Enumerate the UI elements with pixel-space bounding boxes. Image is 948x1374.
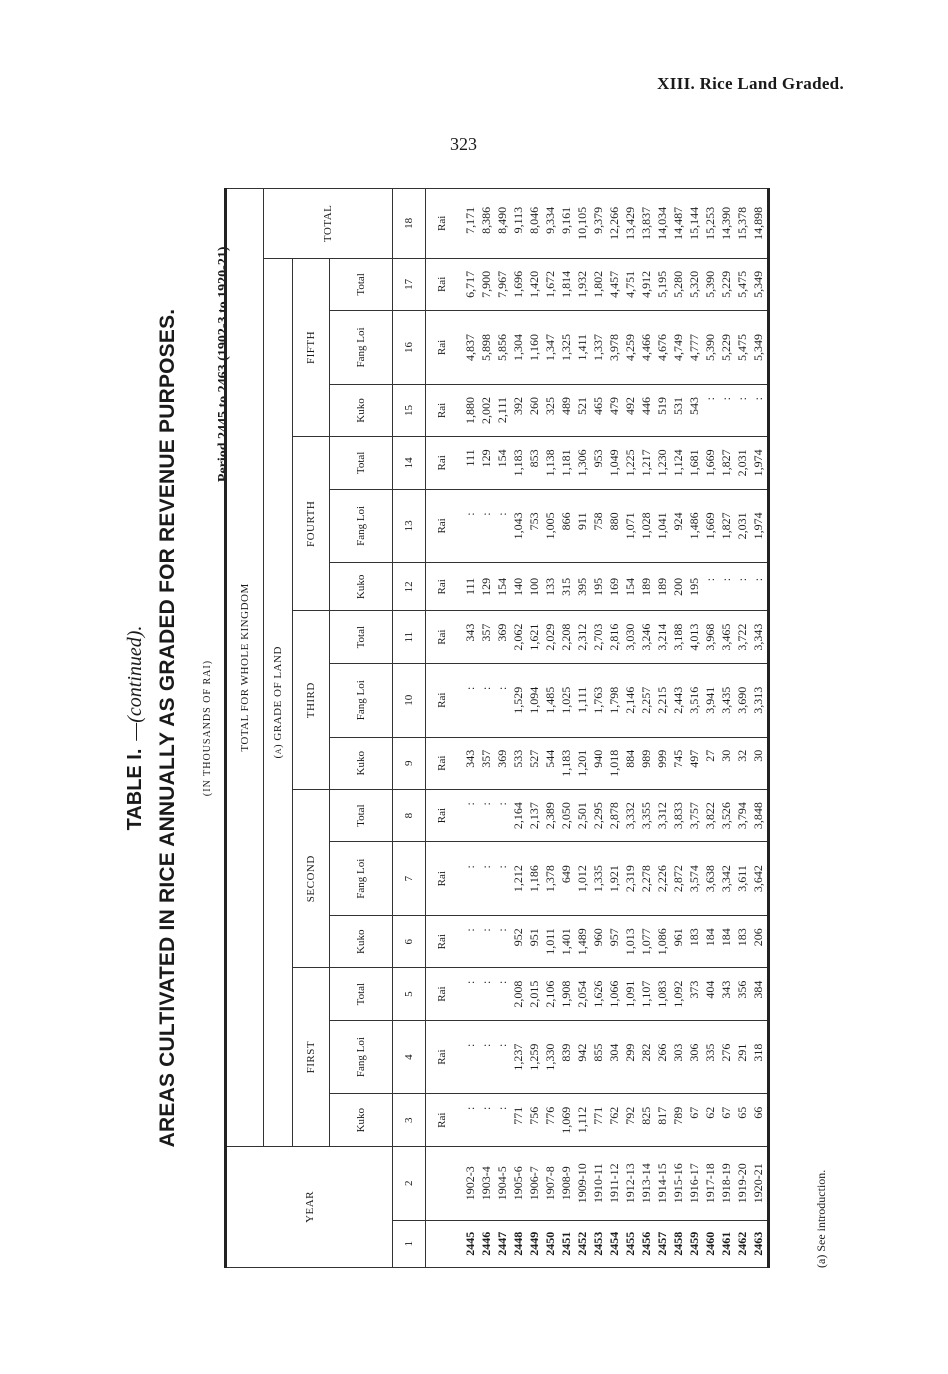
subheader-total: Total [330,258,393,310]
col-number: 7 [393,842,426,916]
unit-label: Rai [426,384,459,436]
header-fifth: FIFTH [293,258,330,436]
subheader-kuko: Kuko [330,1094,393,1146]
header-total: TOTAL [264,189,393,259]
header-year: YEAR [226,1146,393,1267]
unit-label: Rai [426,663,459,737]
unit-label: Rai [426,437,459,489]
unit-empty [426,1146,459,1220]
column-third-fang-loi: : : : 1,529 1,094 1,485 1,025 1,111 1,763 1,798 2,146 2,257 2,215 2,443 3,516 3,941 3,435 3,690 3,313 [463,686,765,714]
rotated-table-page [124,188,864,1268]
period-note: Period 2445 to 2463 (1902-3 to 1920-21). [216,243,231,483]
subheader-fang-loi: Fang Loi [330,1020,393,1094]
header-second: SECOND [293,789,330,967]
header-first: FIRST [293,968,330,1146]
unit-label: Rai [426,489,459,563]
subheader-total: Total [330,437,393,489]
col-number: 18 [393,189,426,259]
table-continued: —(continued). [124,625,146,741]
subheader-fang-loi: Fang Loi [330,663,393,737]
subheader-fang-loi: Fang Loi [330,311,393,385]
col-number: 16 [393,311,426,385]
column-buddhist-year: 2445 2446 2447 2448 2449 2450 2451 2452 2453 2454 2455 2456 2457 2458 2459 2460 2461 2462 2463 [463,1231,765,1256]
unit-empty [426,1220,459,1267]
subheader-total: Total [330,789,393,841]
col-number: 17 [393,258,426,310]
subheader-total: Total [330,968,393,1020]
subheader-kuko: Kuko [330,916,393,968]
unit-label: Rai [426,789,459,841]
unit-label: Rai [426,1094,459,1146]
header-total-kingdom: TOTAL FOR WHOLE KINGDOM [226,189,264,1147]
unit-label: Rai [426,258,459,310]
col-number: 6 [393,916,426,968]
subheader-total: Total [330,611,393,663]
col-number: 9 [393,737,426,789]
column-christian-year: 1902-3 1903-4 1904-5 1905-6 1906-7 1907-8 1908-9 1909-10 1910-11 1911-12 1912-13 1913-14 1914-15 1915-16 1916-17 1917-18 1918-19 1919-20 1920-21 [463,1163,765,1204]
col-number: 3 [393,1094,426,1146]
rice-grade-table [224,188,770,1268]
column-fourth-total: 111 129 154 1,183 853 1,138 1,181 1,306 953 1,049 1,225 1,217 1,230 1,124 1,681 1,669 1,827 2,031 1,974 [463,449,765,477]
unit-row [426,189,459,1268]
col-number: 15 [393,384,426,436]
table-subtitle: AREAS CULTIVATED IN RICE ANNUALLY AS GRADED FOR REVENUE PURPOSES. [156,308,179,1148]
unit-label: Rai [426,916,459,968]
subheader-row [330,189,393,1268]
header-grade: (a) GRADE OF LAND [264,258,293,1146]
unit-label: Rai [426,189,459,259]
column-second-total: : : : 2,164 2,137 2,389 2,050 2,501 2,295 2,878 3,332 3,355 3,312 3,833 3,757 3,822 3,526 3,794 3,848 [463,802,765,830]
page-number: 323 [450,134,477,154]
col-number: 10 [393,663,426,737]
column-first-kuko: : : : 771 756 776 1,069 1,112 771 762 792 825 817 789 67 62 67 65 66 [463,1106,765,1134]
header-third: THIRD [293,611,330,789]
col-number: 11 [393,611,426,663]
running-head: XIII. Rice Land Graded. [657,74,844,93]
header-fourth: FOURTH [293,437,330,611]
column-number-row [393,189,426,1268]
col-number: 8 [393,789,426,841]
column-fifth-kuko: 1,880 2,002 2,111 392 260 325 489 521 465 479 492 446 519 531 543 : : : : [463,396,765,424]
column-third-total: 343 357 369 2,062 1,621 2,029 2,208 2,312 2,703 2,816 3,030 3,246 3,214 3,188 4,013 3,968 3,465 3,722 3,343 [463,623,765,651]
column-fifth-fang-loi: 4,837 5,898 5,856 1,304 1,160 1,347 1,325 1,411 1,337 3,978 4,259 4,466 4,676 4,749 4,777 5,390 5,229 5,475 5,349 [463,333,765,361]
col-number: 4 [393,1020,426,1094]
table-title [124,188,147,1268]
subheader-kuko: Kuko [330,563,393,611]
col-number: 12 [393,563,426,611]
column-second-kuko: : : : 952 951 1,011 1,401 1,489 960 957 1,013 1,077 1,086 961 183 184 184 183 206 [463,928,765,956]
col-number: 14 [393,437,426,489]
col-number: 13 [393,489,426,563]
column-fourth-fang-loi: : : : 1,043 753 1,005 866 911 758 880 1,071 1,028 1,041 924 1,486 1,669 1,827 2,031 1,974 [463,512,765,540]
column-grand-total: 7,171 8,386 8,490 9,113 8,046 9,334 9,161 10,105 9,379 12,266 13,429 13,837 14,034 14,487 15,144 15,253 14,390 15,378 14,898 [463,206,765,240]
column-first-total: : : : 2,008 2,015 2,106 1,908 2,054 1,626 1,066 1,091 1,107 1,083 1,092 373 404 343 356 384 [463,980,765,1008]
unit-label: Rai [426,842,459,916]
table-label: TABLE I. [124,748,146,831]
unit-label: Rai [426,1020,459,1094]
column-first-fang-loi: : : : 1,237 1,259 1,330 839 942 855 304 299 282 266 303 306 335 276 291 318 [463,1043,765,1071]
subheader-kuko: Kuko [330,384,393,436]
col-number: 2 [393,1146,426,1220]
units-note: (IN THOUSANDS OF RAI) [202,659,213,797]
footnote: (a) See introduction. [814,1169,828,1268]
col-number: 1 [393,1220,426,1267]
subheader-kuko: Kuko [330,737,393,789]
col-number: 5 [393,968,426,1020]
subheader-fang-loi: Fang Loi [330,489,393,563]
column-second-fang-loi: : : : 1,212 1,186 1,378 649 1,012 1,335 1,921 2,319 2,278 2,226 2,872 3,574 3,638 3,342 3,611 3,642 [463,865,765,893]
unit-label: Rai [426,611,459,663]
unit-label: Rai [426,563,459,611]
unit-label: Rai [426,737,459,789]
data-body-row [458,189,769,1268]
column-fourth-kuko: 111 129 154 140 100 133 315 395 195 169 154 189 189 200 195 : : : : [463,577,765,596]
column-third-kuko: 343 357 369 533 527 544 1,183 1,201 940 1,018 884 989 999 745 497 27 30 32 30 [463,749,765,777]
subheader-fang-loi: Fang Loi [330,842,393,916]
unit-label: Rai [426,968,459,1020]
column-fifth-total: 6,717 7,900 7,967 1,696 1,420 1,672 1,814 1,932 1,802 4,457 4,751 4,912 5,195 5,280 5,320 5,390 5,229 5,475 5,349 [463,270,765,298]
unit-label: Rai [426,311,459,385]
